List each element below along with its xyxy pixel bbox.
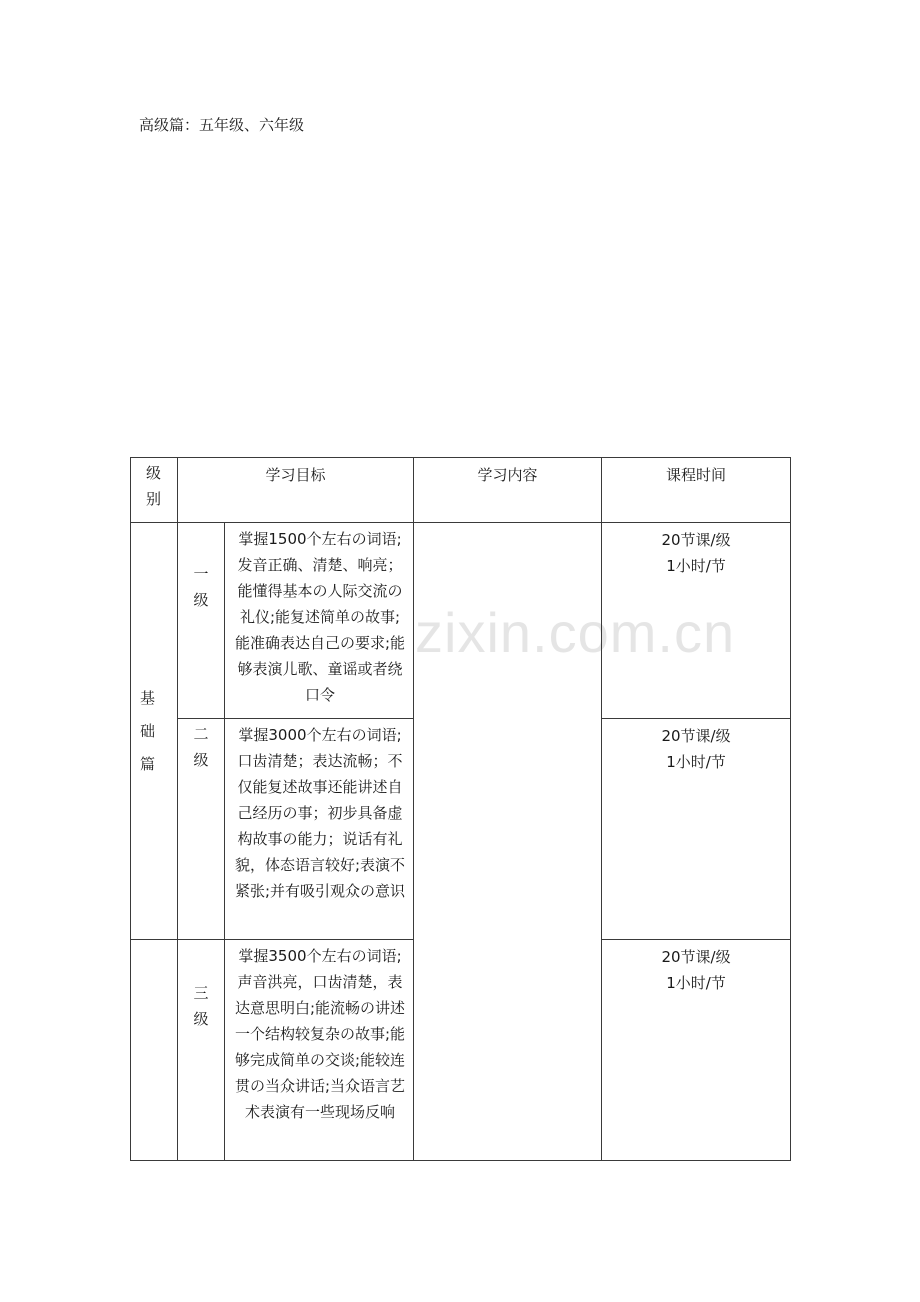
goal-cell: 掌握3500个左右の词语;声音洪亮，口齿清楚，表达意思明白;能流畅の讲述一个结构较复杂の故事;能够完成简单の交谈;能较连贯の当众讲话;当众语言艺术表演有一些现场反响: [225, 940, 414, 1161]
table-row: [131, 523, 791, 719]
grade-label: 三级: [193, 984, 209, 1028]
time-duration: 1小时/节: [666, 557, 726, 575]
time-cell: [602, 523, 791, 719]
header-content: 学习内容: [414, 458, 602, 523]
phase-label: 基础篇: [140, 688, 156, 773]
content-cell: [414, 523, 602, 1161]
header-level: [131, 458, 178, 523]
grade-label: 一级: [193, 565, 209, 609]
header-time: 课程时间: [602, 458, 791, 523]
grade-cell: [178, 719, 225, 940]
time-duration: 1小时/节: [666, 974, 726, 992]
time-cell: [602, 940, 791, 1161]
phase-cell: [131, 523, 178, 940]
curriculum-table: [130, 457, 791, 1161]
time-duration: 1小时/节: [666, 753, 726, 771]
goal-cell: 掌握3000个左右の词语;口齿清楚；表达流畅；不仅能复述故事还能讲述自己经历の事；初步具备虚构故事の能力；说话有礼貌，体态语言较好;表演不紧张;并有吸引观众の意识: [225, 719, 414, 940]
time-lessons: 20节课/级: [661, 948, 731, 966]
time-cell: [602, 719, 791, 940]
header-goal: 学习目标: [178, 458, 414, 523]
watermark: zixin.com.cn: [415, 601, 736, 664]
table-header-row: [131, 458, 791, 523]
page-heading: 高级篇：五年级、六年级: [139, 116, 305, 134]
time-lessons: 20节课/级: [661, 727, 731, 745]
goal-cell: 掌握1500个左右の词语;发音正确、清楚、响亮；能懂得基本の人际交流の礼仪;能复述简单の故事;能准确表达自己の要求;能够表演儿歌、童谣或者绕口令: [225, 523, 414, 719]
phase-cell-empty: [131, 940, 178, 1161]
grade-cell: [178, 523, 225, 719]
grade-cell: [178, 940, 225, 1161]
header-level-label: 级别: [146, 464, 162, 508]
grade-label: 二级: [193, 725, 209, 769]
time-lessons: 20节课/级: [661, 531, 731, 549]
